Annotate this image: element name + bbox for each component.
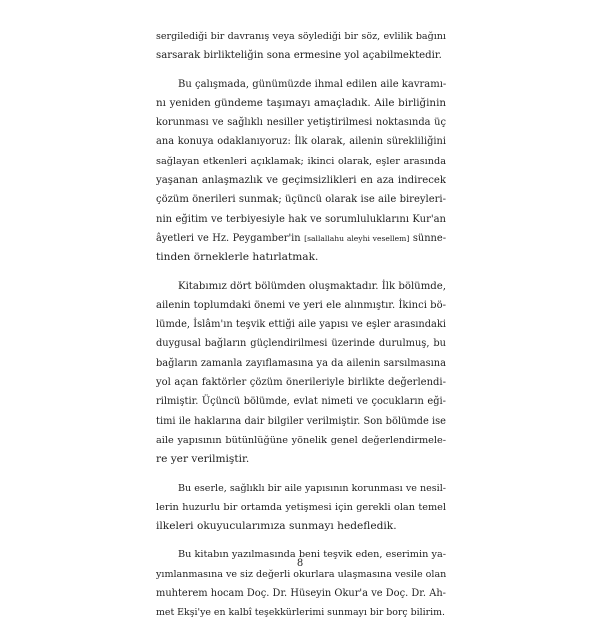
text-line: met Ekşi'ye en kalbî teşekkürlerimi sunmayı bir borç bilirim. — [156, 607, 445, 619]
paragraph-2 — [156, 75, 446, 268]
text-line: yaşanan anlaşmazlık ve geçimsizlikleri en aza indirecek — [156, 175, 446, 187]
paragraph-1 — [156, 27, 446, 66]
text-line: ilkeleri okuyucularımıza sunmayı hedefledik. — [156, 520, 397, 533]
paragraph-3 — [156, 277, 446, 470]
text-line: bağların zamanla zayıflamasına ya da ailenin sarsılmasına — [156, 357, 446, 369]
text-line: sağlayan etkenleri açıklamak; ikinci olarak, eşler arasında — [156, 155, 446, 167]
text-line: Bu eserle, sağlıklı bir aile yapısının korunması ve nesil- — [178, 482, 446, 494]
text-line: ana konuya odaklanıyoruz: İlk olarak, ailenin sürekliliğini — [156, 136, 446, 148]
honorific-phrase: [sallallahu aleyhi vesellem] — [304, 233, 410, 243]
text-line: duygusal bağların güçlendirilmesi üzerinde durulmuş, bu — [156, 338, 446, 350]
paragraph-4 — [156, 479, 446, 537]
text-line: rilmiştir. Üçüncü bölümde, evlat nimeti ve çocukların eği- — [156, 396, 446, 408]
text-line: timi ile haklarına dair bilgiler verilmiştir. Son bölümde ise — [156, 415, 446, 427]
text-line: yol açan faktörler çözüm önerileriyle birlikte değerlendi- — [156, 377, 446, 389]
page-number: 8 — [296, 558, 304, 569]
body-text — [156, 27, 446, 623]
text-segment: sünne- — [412, 232, 446, 244]
text-line: Bu kitabın yazılmasında beni teşvik eden, eserimin ya- — [178, 549, 446, 561]
text-line: muhterem hocam Doç. Dr. Hüseyin Okur'a ve Doç. Dr. Ah- — [156, 588, 446, 600]
text-line: aile yapısının bütünlüğüne yönelik genel değerlendirmele- — [156, 434, 446, 446]
text-line: lerin huzurlu bir ortamda yetişmesi için gerekli olan temel — [156, 501, 446, 513]
text-line: sergilediği bir davranış veya söylediği bir söz, evlilik bağını — [156, 31, 446, 42]
paragraph-5 — [156, 545, 446, 622]
text-line: ailenin toplumdaki önemi ve yeri ele alınmıştır. İkinci bö- — [156, 299, 446, 311]
text-line: Kitabımız dört bölümden oluşmaktadır. İlk bölümde, — [178, 280, 446, 292]
text-line: re yer verilmiştir. — [156, 453, 250, 466]
text-line-with-honorific — [156, 229, 446, 248]
text-line: Bu çalışmada, günümüzde ihmal edilen aile kavramı- — [178, 78, 446, 90]
text-line: yımlanmasına ve siz değerli okurlara ulaşmasına vesile olan — [156, 568, 446, 580]
text-line: çözüm önerileri sunmak; üçüncü olarak ise aile bireyleri- — [156, 194, 446, 206]
text-line: tinden örneklerle hatırlatmak. — [156, 251, 319, 264]
text-segment: âyetleri ve Hz. Peygamber'in — [156, 232, 301, 244]
text-line: nı yeniden gündeme taşımayı amaçladık. Aile birliğinin — [156, 96, 446, 109]
text-line: nin eğitim ve terbiyesiyle hak ve sorumluluklarını Kur'an — [156, 213, 446, 225]
text-line: korunması ve sağlıklı nesiller yetiştirilmesi noktasında üç — [156, 117, 446, 129]
text-line: lümde, İslâm'ın teşvik ettiği aile yapısı ve eşler arasındaki — [156, 319, 446, 331]
text-line: sarsarak birlikteliğin sona ermesine yol açabilmektedir. — [156, 50, 442, 62]
